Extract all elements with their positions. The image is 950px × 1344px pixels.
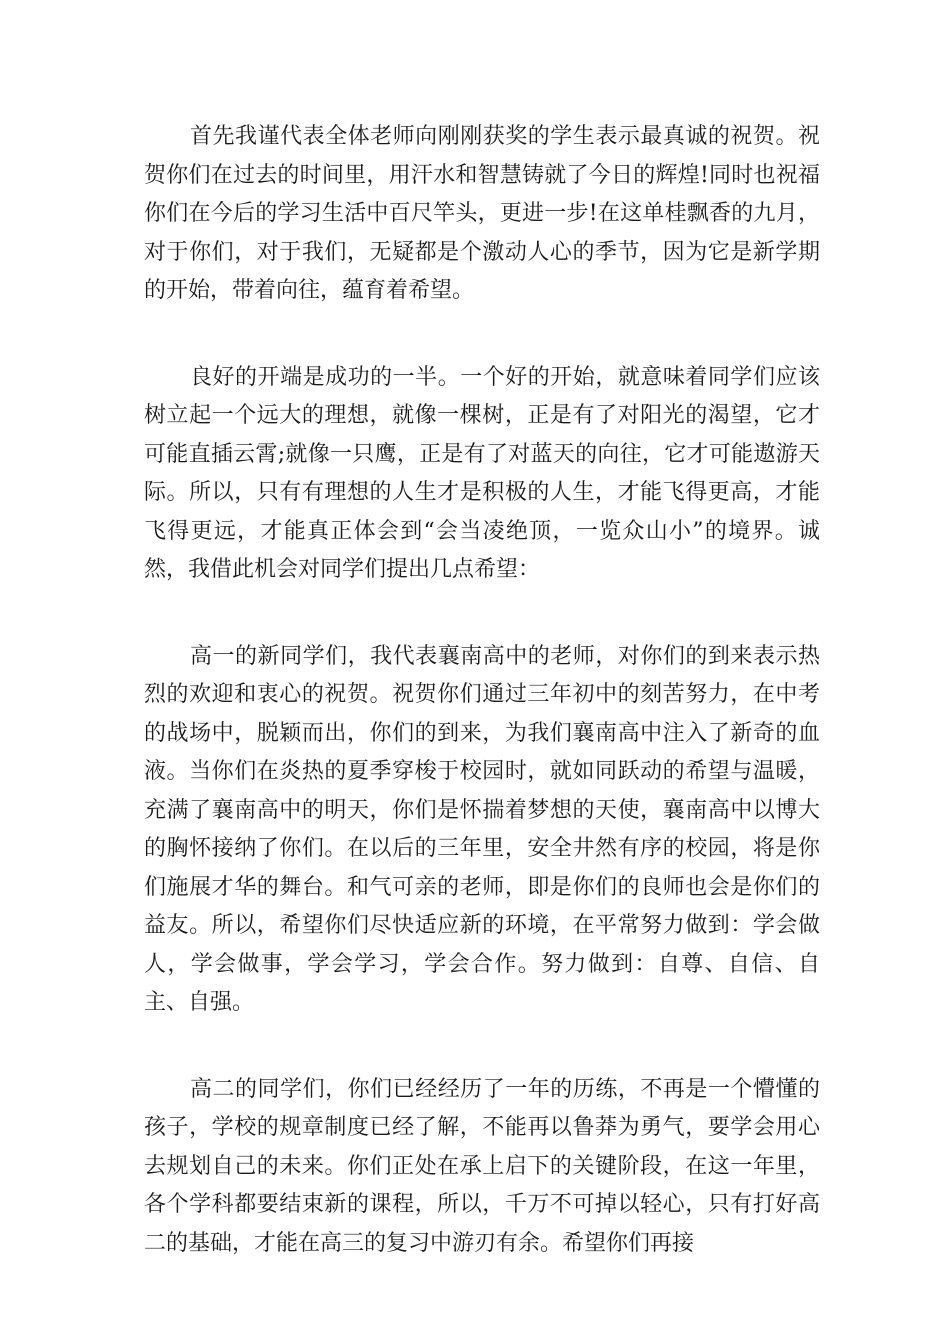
paragraph-1: 首先我谨代表全体老师向刚刚获奖的学生表示最真诚的祝贺。祝贺你们在过去的时间里，用汗水和智慧铸就了今日的辉煌!同时也祝福你们在今后的学习生活中百尺竿头，更进一步!在这单桂飘香的九月，对于你们，对于我们，无疑都是个激动人心的季节，因为它是新学期的开始，带着向往，蕴育着希望。 bbox=[144, 124, 820, 303]
paragraph-3: 高一的新同学们，我代表襄南高中的老师，对你们的到来表示热烈的欢迎和衷心的祝贺。祝贺你们通过三年初中的刻苦努力，在中考的战场中，脱颖而出，你们的到来，为我们襄南高中注入了新奇的血液。当你们在炎热的夏季穿梭于校园时，就如同跃动的希望与温暖，充满了襄南高中的明天，你们是怀揣着梦想的天使，襄南高中以博大的胸怀接纳了你们。在以后的三年里，安全井然有序的校园，将是你们施展才华的舞台。和气可亲的老师，即是你们的良师也会是你们的益友。所以，希望你们尽快适应新的环境，在平常努力做到：学会做人，学会做事，学会学习，学会合作。努力做到：自尊、自信、自主、自强。 bbox=[144, 643, 820, 1015]
paragraph-4: 高二的同学们，你们已经经历了一年的历练，不再是一个懵懂的孩子，学校的规章制度已经了解，不能再以鲁莽为勇气，要学会用心去规划自己的未来。你们正处在承上启下的关键阶段，在这一年里，各个学科都要结束新的课程，所以，千万不可掉以轻心，只有打好高二的基础，才能在高三的复习中游刃有余。希望你们再接 bbox=[144, 1076, 820, 1256]
paragraph-2: 良好的开端是成功的一半。一个好的开始，就意味着同学们应该树立起一个远大的理想，就像一棵树，正是有了对阳光的渴望，它才可能直插云霄;就像一只鹰，正是有了对蓝天的向往，它才可能遨游天际。所以，只有有理想的人生才是积极的人生，才能飞得更高，才能飞得更远，才能真正体会到“会当凌绝顶，一览众山小”的境界。诚然，我借此机会对同学们提出几点希望： bbox=[144, 364, 820, 582]
document-body bbox=[144, 118, 820, 1263]
